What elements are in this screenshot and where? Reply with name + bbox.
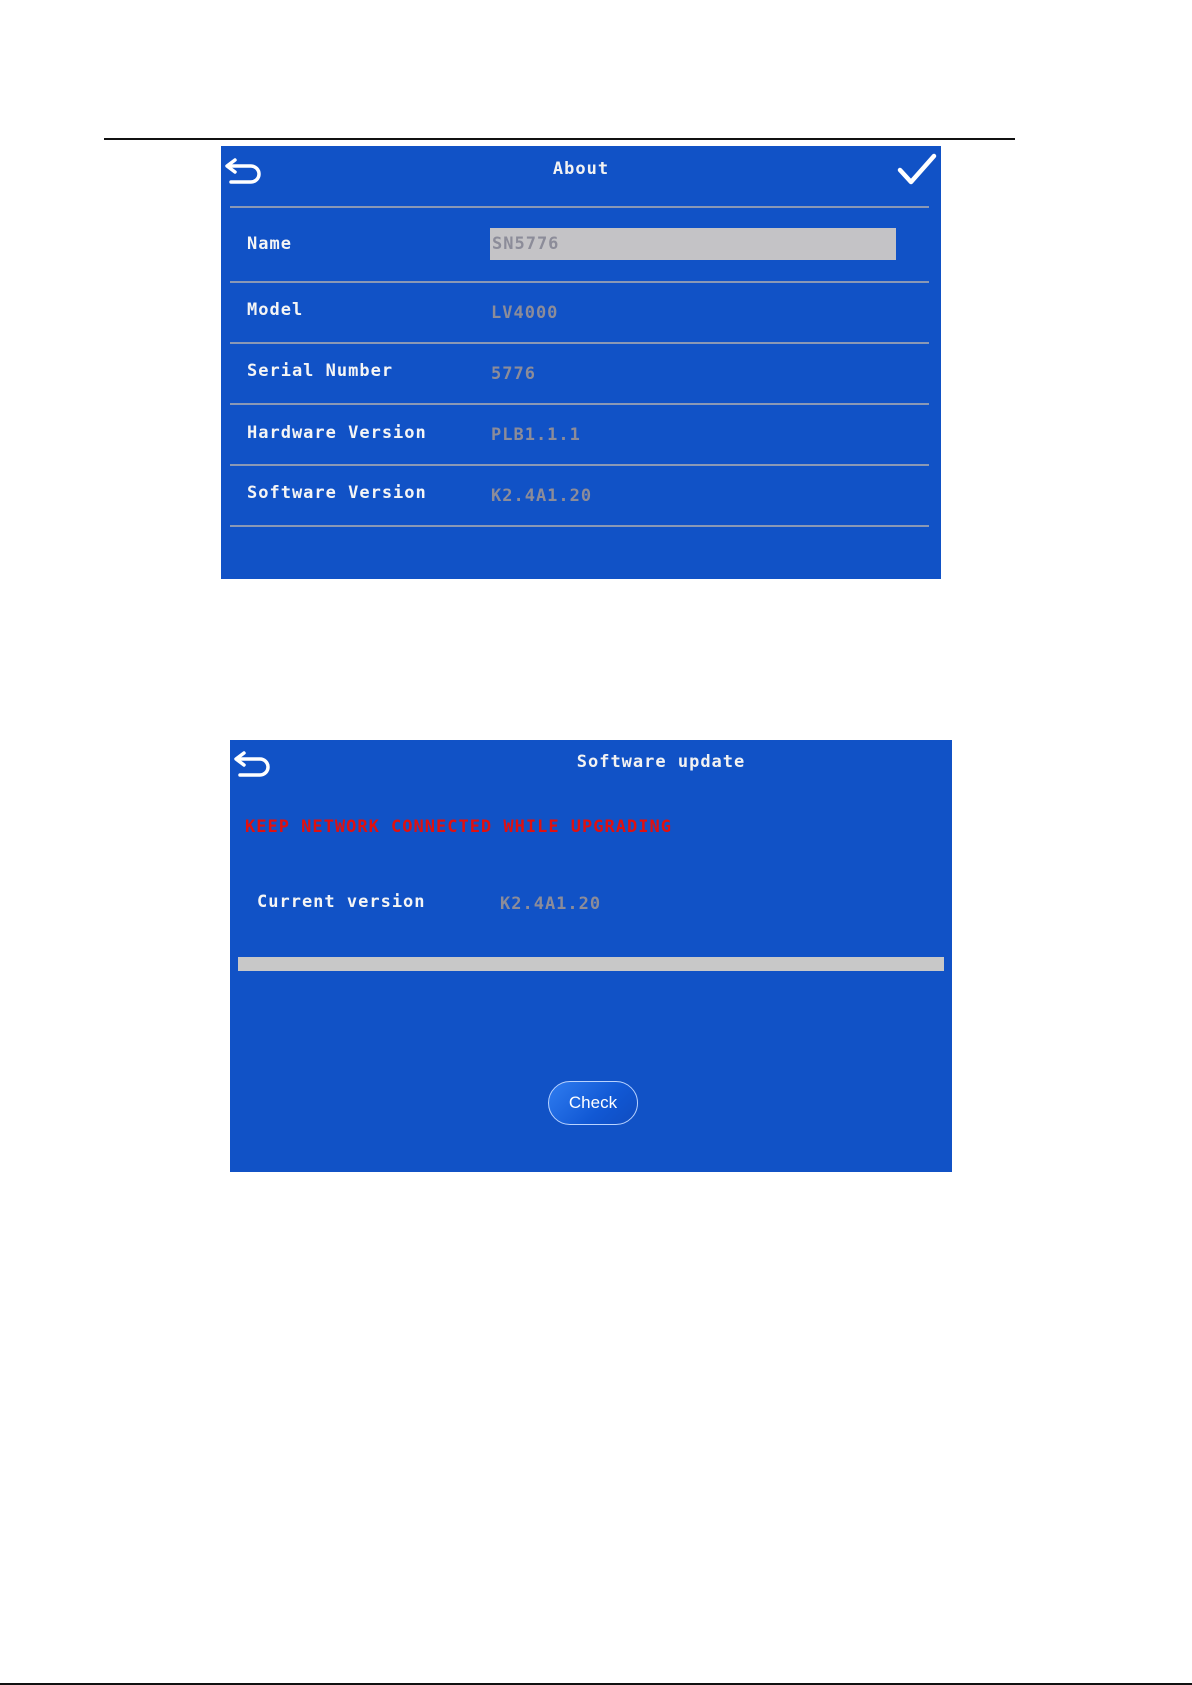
current-version-label: Current version <box>257 892 426 912</box>
about-screen <box>221 146 941 579</box>
serial-number-label: Serial Number <box>247 361 394 381</box>
serial-number-value: 5776 <box>491 364 536 384</box>
name-label: Name <box>247 234 292 254</box>
model-value: LV4000 <box>491 303 559 323</box>
model-label: Model <box>247 300 304 320</box>
current-version-value: K2.4A1.20 <box>500 894 602 914</box>
page-title: About <box>552 159 610 179</box>
divider <box>230 206 929 208</box>
hardware-version-label: Hardware Version <box>247 423 427 443</box>
checkmark-icon[interactable] <box>896 152 938 188</box>
page-title: Software update <box>576 752 746 772</box>
page-top-rule <box>104 138 1015 140</box>
divider <box>230 342 929 344</box>
update-progress-bar <box>238 957 944 971</box>
hardware-version-value: PLB1.1.1 <box>491 425 581 445</box>
network-warning: KEEP NETWORK CONNECTED WHILE UPGRADING <box>245 817 672 837</box>
back-arrow-icon[interactable] <box>234 747 274 779</box>
software-version-value: K2.4A1.20 <box>491 486 593 506</box>
check-button[interactable]: Check <box>548 1081 638 1125</box>
name-field[interactable] <box>490 228 896 260</box>
divider <box>230 281 929 283</box>
software-update-screen <box>230 740 952 1172</box>
divider <box>230 403 929 405</box>
divider <box>230 525 929 527</box>
divider <box>230 464 929 466</box>
software-version-label: Software Version <box>247 483 427 503</box>
